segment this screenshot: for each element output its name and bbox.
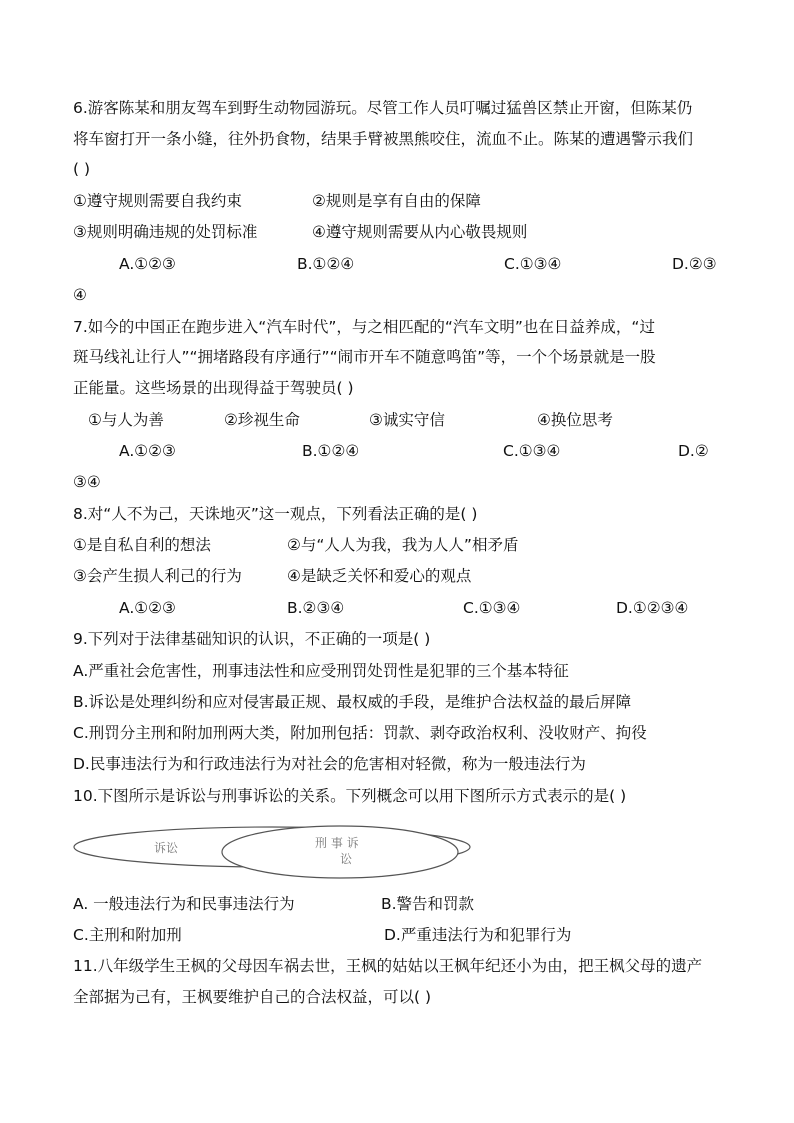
q7-option-c: C.①③④ (503, 442, 561, 460)
inner-label-line1: 刑 事 诉 (315, 836, 359, 850)
q7-option-d: D.② (678, 442, 709, 460)
litigation-venn-diagram (72, 820, 472, 890)
q6-stem-line2: 将车窗打开一条小缝，往外扔食物，结果手臂被黑熊咬住，流血不止。陈某的遭遇警示我们 (73, 130, 694, 148)
q6-option-b: B.①②④ (297, 255, 355, 273)
q10-option-d: D.严重违法行为和犯罪行为 (384, 926, 572, 944)
q8-option-b: B.②③④ (287, 599, 345, 617)
q7-stem-line3: 正能量。这些场景的出现得益于驾驶员( ) (73, 379, 354, 397)
q7-stem-line1: 7.如今的中国正在跑步进入“汽车时代”，与之相匹配的“汽车文明”也在日益养成，“过 (73, 318, 655, 336)
q9-option-c: C.刑罚分主刑和附加刑两大类，附加刑包括：罚款、剥夺政治权利、没收财产、拘役 (73, 724, 647, 742)
q10-stem-line1: 10.下图所示是诉讼与刑事诉讼的关系。下列概念可以用下图所示方式表示的是( ) (73, 787, 627, 805)
q6-option-d: D.②③ (672, 255, 717, 273)
q9-stem-line1: 9.下列对于法律基础知识的认识，不正确的一项是( ) (73, 630, 431, 648)
q10-option-a: A. 一般违法行为和民事违法行为 (73, 895, 295, 913)
q7-option-b: B.①②④ (302, 442, 360, 460)
q8-option-a: A.①②③ (119, 599, 176, 617)
q9-option-d: D.民事违法行为和行政违法行为对社会的危害相对轻微，称为一般违法行为 (73, 755, 586, 773)
q6-option-c: C.①③④ (504, 255, 562, 273)
q8-option-d: D.①②③④ (616, 599, 689, 617)
q7-option-d-wrap: ③④ (73, 473, 101, 491)
q8-statement-4: ④是缺乏关怀和爱心的观点 (287, 567, 472, 585)
q10-option-c: C.主刑和附加刑 (73, 926, 182, 944)
q7-option-a: A.①②③ (119, 442, 176, 460)
outer-label: 诉讼 (154, 841, 179, 855)
q6-statement-2: ②规则是享有自由的保障 (312, 192, 481, 210)
q11-stem-line2: 全部据为己有，王枫要维护自己的合法权益，可以( ) (73, 988, 432, 1006)
q6-option-a: A.①②③ (119, 255, 176, 273)
q11-stem-line1: 11.八年级学生王枫的父母因车祸去世，王枫的姑姑以王枫年纪还小为由，把王枫父母的遗产 (73, 957, 703, 975)
q8-stem-line1: 8.对“人不为己，天诛地灭”这一观点，下列看法正确的是( ) (73, 505, 478, 523)
q8-statement-3: ③会产生损人利己的行为 (73, 567, 242, 585)
q9-option-b: B.诉讼是处理纠纷和应对侵害最正规、最权威的手段，是维护合法权益的最后屏障 (73, 693, 632, 711)
q6-option-d-wrap: ④ (73, 286, 87, 304)
q9-option-a: A.严重社会危害性，刑事违法性和应受刑罚处罚性是犯罪的三个基本特征 (73, 662, 569, 680)
q6-statement-4: ④遵守规则需要从内心敬畏规则 (312, 223, 528, 241)
inner-label-line2: 讼 (340, 852, 353, 866)
q6-stem-line1: 6.游客陈某和朋友驾车到野生动物园游玩。尽管工作人员叮嘱过猛兽区禁止开窗，但陈某仍 (73, 99, 693, 117)
q10-option-b: B.警告和罚款 (381, 895, 475, 913)
q6-statement-1: ①遵守规则需要自我约束 (73, 192, 242, 210)
q6-statement-3: ③规则明确违规的处罚标准 (73, 223, 258, 241)
q8-statement-2: ②与“人人为我，我为人人”相矛盾 (287, 536, 519, 554)
q7-statement-1: ①与人为善 (88, 411, 164, 429)
q7-statement-2: ②珍视生命 (224, 411, 300, 429)
q8-option-c: C.①③④ (463, 599, 521, 617)
q6-stem-line3: ( ) (73, 160, 91, 178)
q7-statement-4: ④换位思考 (537, 411, 613, 429)
q7-stem-line2: 斑马线礼让行人”“拥堵路段有序通行”“闹市开车不随意鸣笛”等，一个个场景就是一股 (73, 348, 656, 366)
q8-statement-1: ①是自私自利的想法 (73, 536, 211, 554)
q7-statement-3: ③诚实守信 (369, 411, 445, 429)
